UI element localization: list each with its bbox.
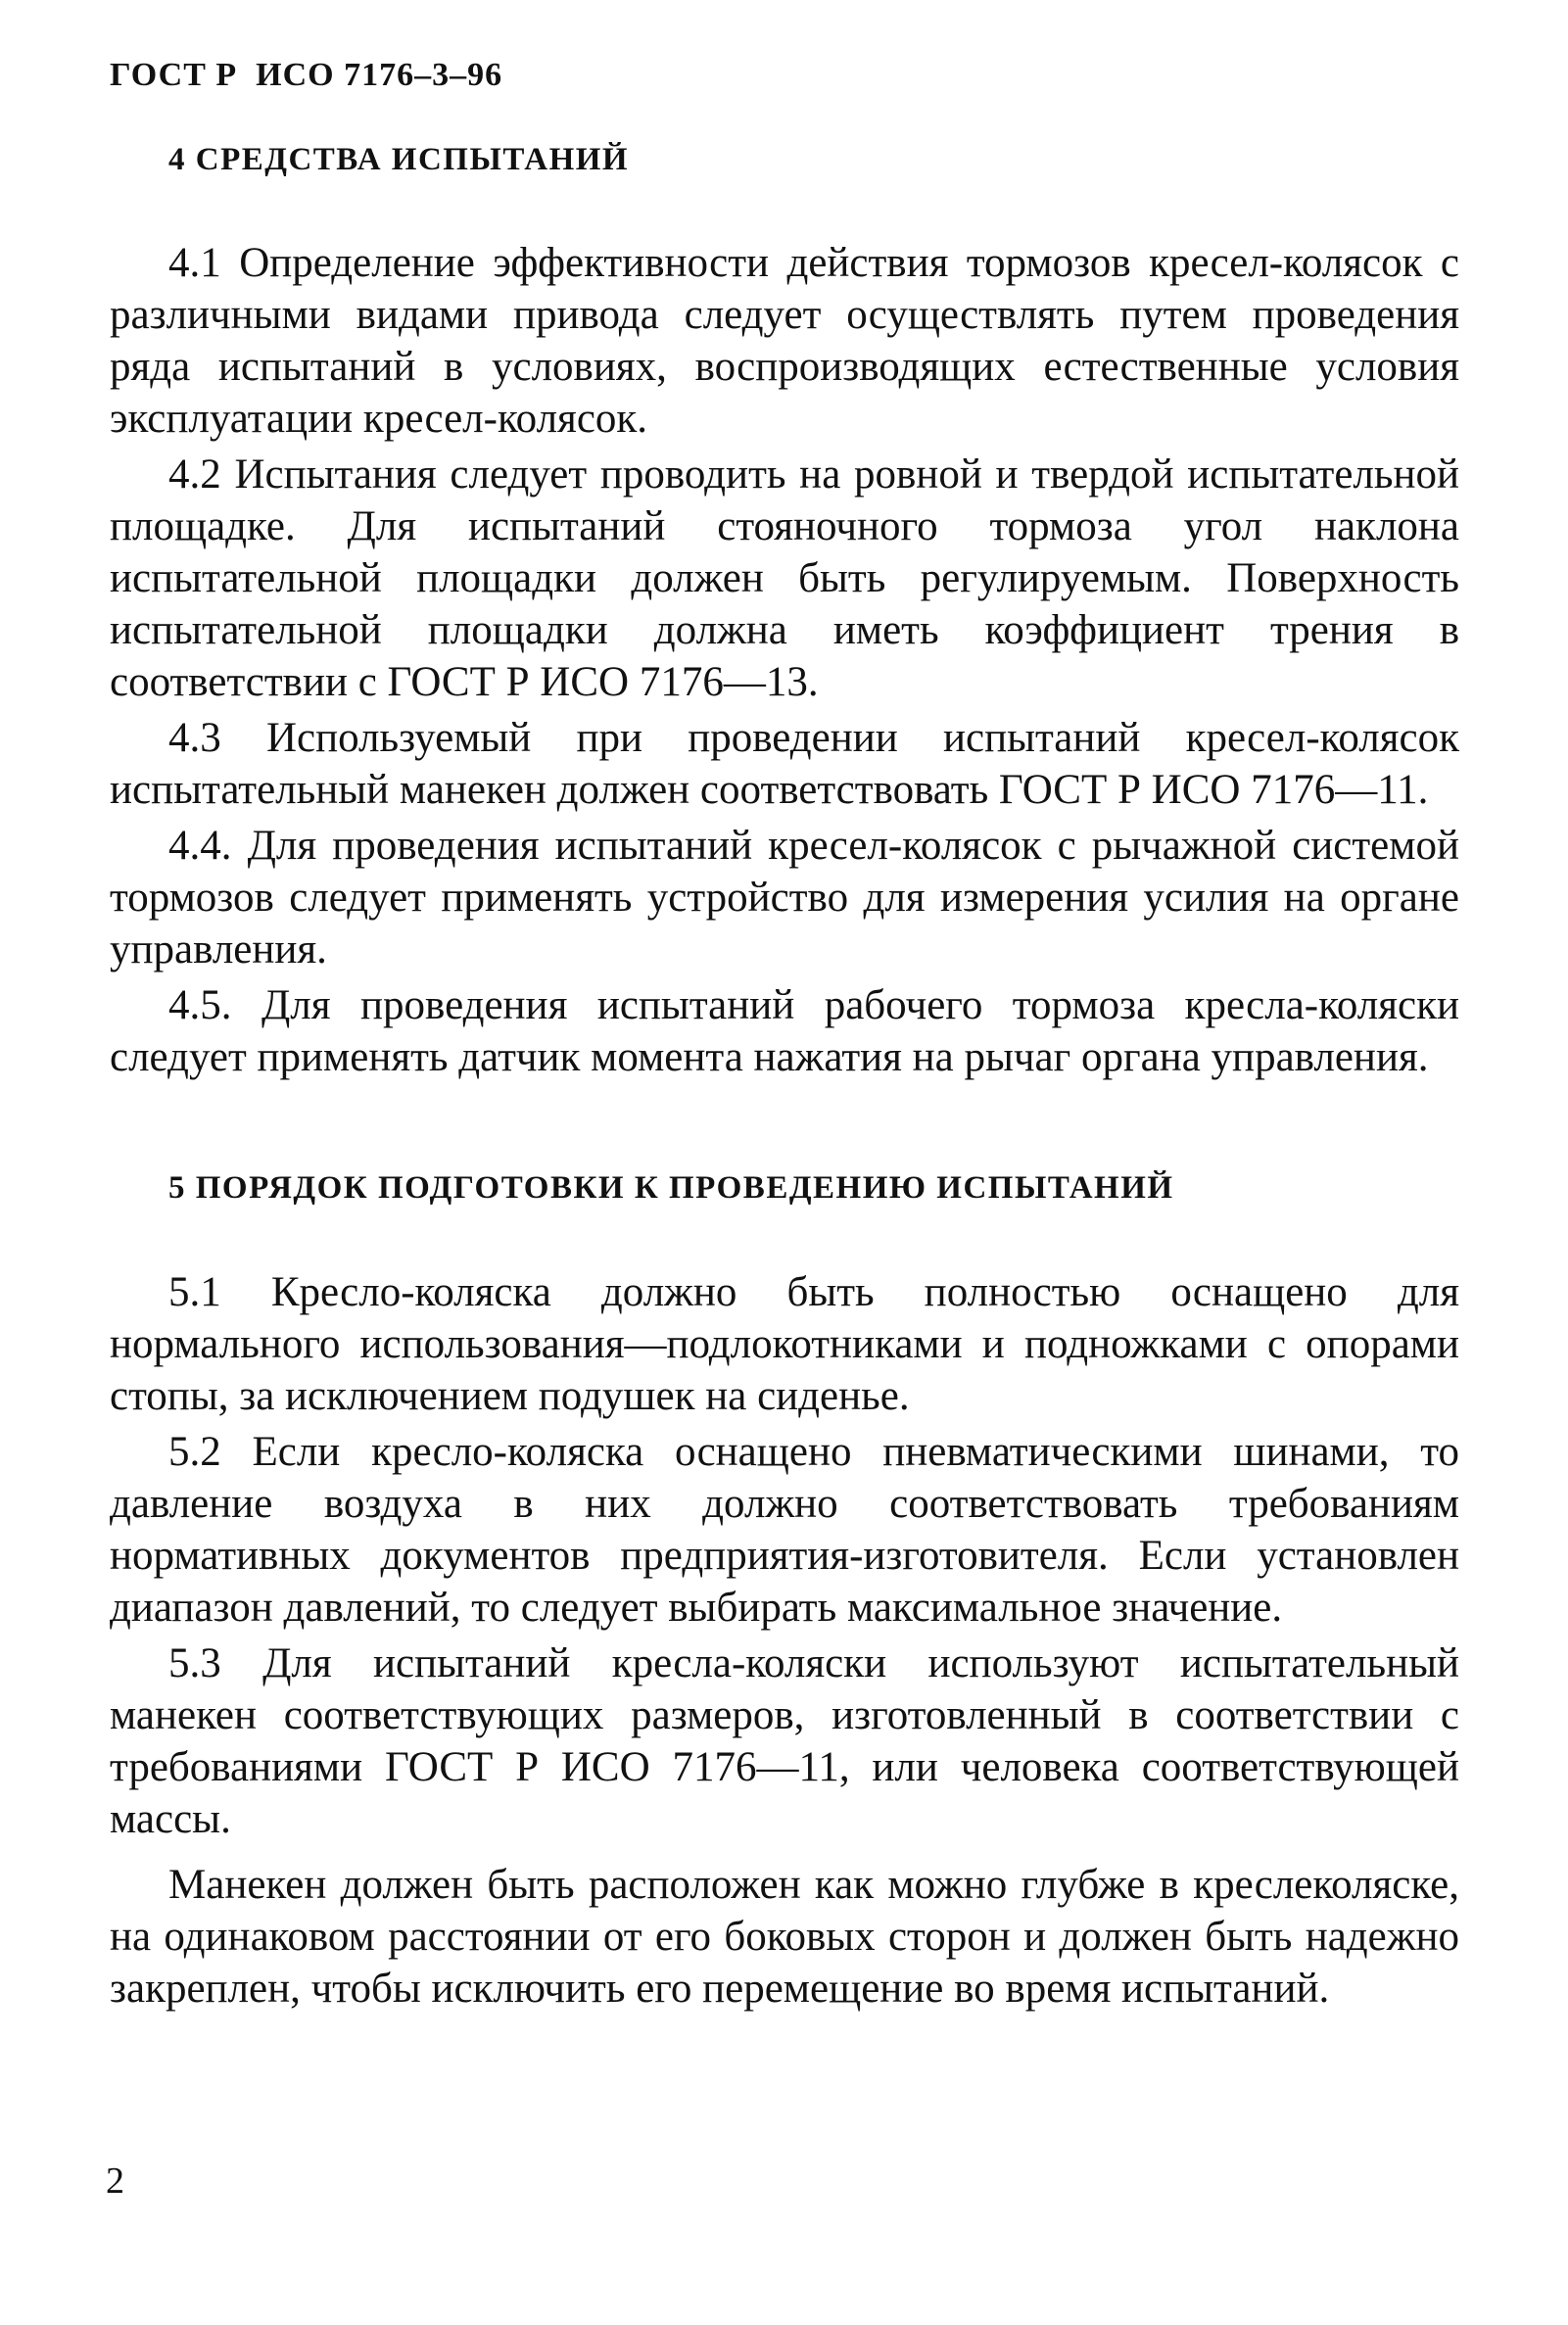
paragraph-4-3: 4.3 Используемый при проведении испытаний кресел-колясок испытательный манекен должен соответствовать ГОСТ Р ИСО 7176—11. [110, 715, 1459, 813]
paragraph-5-2: 5.2 Если кресло-коляска оснащено пневматическими шинами, то давление воздуха в них должно соответствовать требованиям нормативных документов предприятия-изготовителя. Если установлен диапазон давлений, то следует выбирать максимальное значение. [110, 1429, 1459, 1631]
section-4-body [110, 237, 1459, 1083]
paragraph-4-4: 4.4. Для проведения испытаний кресел-колясок с рычажной системой тормозов следует применять устройство для измерения усилия на органе управления. [110, 823, 1459, 973]
section-5-body [110, 1266, 1459, 2015]
paragraph-5-1: 5.1 Кресло-коляска должно быть полностью оснащено для нормального использования—подлокотниками и подножками с опорами стопы, за исключением подушек на сиденье. [110, 1269, 1459, 1419]
page-number: 2 [106, 2160, 124, 2202]
document-header: ГОСТ Р ИСО 7176–3–96 [110, 57, 503, 93]
section-4-title: 4 СРЕДСТВА ИСПЫТАНИЙ [168, 142, 630, 177]
section-5-title: 5 ПОРЯДОК ПОДГОТОВКИ К ПРОВЕДЕНИЮ ИСПЫТАНИЙ [168, 1170, 1174, 1206]
paragraph-4-5: 4.5. Для проведения испытаний рабочего тормоза кресла-коляски следует применять датчик момента нажатия на рычаг органа управления. [110, 982, 1459, 1080]
paragraph-4-1: 4.1 Определение эффективности действия тормозов кресел-колясок с различными видами привода следует осуществлять путем проведения ряда испытаний в условиях, воспроизводящих естественные условия эксплуатации кресел-колясок. [110, 240, 1459, 442]
paragraph-5-3: 5.3 Для испытаний кресла-коляски используют испытательный манекен соответствующих размеров, изготовленный в соответствии с требованиями ГОСТ Р ИСО 7176—11, или человека соответствующей массы. [110, 1640, 1459, 1842]
paragraph-4-2: 4.2 Испытания следует проводить на ровной и твердой испытательной площадке. Для испытаний стояночного тормоза угол наклона испытательной площадки должен быть регулируемым. Поверхность испытательной площадки должна иметь коэффициент трения в соответствии с ГОСТ Р ИСО 7176—13. [110, 451, 1459, 705]
paragraph-5-3-continued: Манекен должен быть расположен как можно глубже в креслеколяске, на одинаковом расстоянии от его боковых сторон и должен быть надежно закреплен, чтобы исключить его перемещение во время испытаний. [110, 1862, 1459, 2012]
